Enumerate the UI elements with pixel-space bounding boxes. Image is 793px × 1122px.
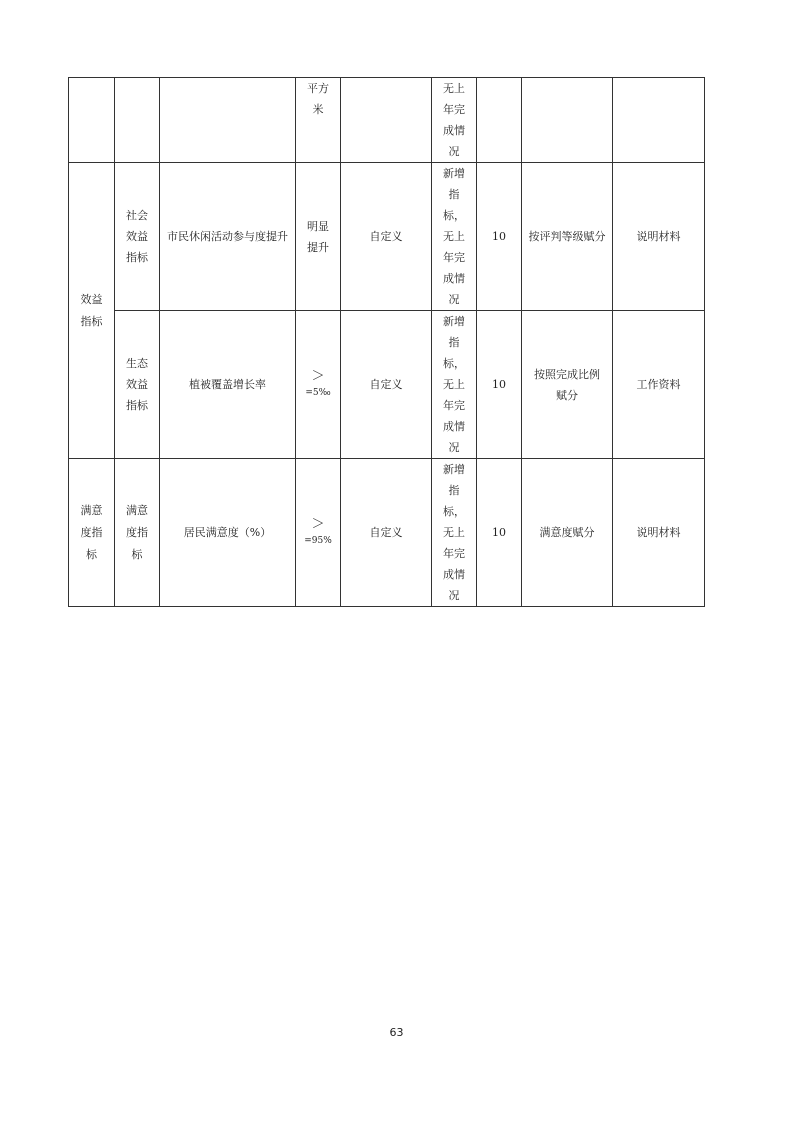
- table-cell: [341, 78, 432, 163]
- source-text: 说明材料: [636, 526, 681, 539]
- method-text: 按评判等级赋分: [528, 230, 606, 243]
- unit-cell-text: 平方米: [307, 82, 329, 116]
- indicator-cell: [160, 311, 296, 459]
- subcategory-text: 生态效益指标: [126, 357, 148, 412]
- performance-indicator-table: [68, 77, 705, 607]
- target-value: =5‰: [305, 387, 331, 398]
- page-number: 63: [389, 1026, 404, 1039]
- history-cell: [432, 459, 477, 607]
- table-row: [69, 459, 705, 607]
- target-compare: [296, 517, 340, 549]
- table-cell: [522, 78, 613, 163]
- target-value: =95%: [304, 535, 332, 546]
- target-text: 明显提升: [307, 219, 329, 254]
- target-cell: [296, 163, 341, 311]
- history-text: 新增指标，无上年完成情况: [443, 463, 465, 602]
- score-cell: [477, 311, 522, 459]
- target-symbol: ＞: [311, 516, 325, 532]
- indicator-cell: [160, 459, 296, 607]
- method-cell: [522, 311, 613, 459]
- indicator-text: 居民满意度（%）: [183, 526, 272, 539]
- subcategory-cell: [115, 163, 160, 311]
- target-cell: [296, 311, 341, 459]
- method-text: 按照完成比例赋分: [534, 367, 600, 402]
- score-text: 10: [492, 230, 506, 243]
- method-text: 满意度赋分: [539, 526, 595, 539]
- standard-text: 自定义: [369, 230, 403, 243]
- table-cell: [432, 78, 477, 163]
- table-cell: [477, 78, 522, 163]
- standard-cell: [341, 311, 432, 459]
- category-cell: [69, 459, 115, 607]
- table-cell: [613, 78, 705, 163]
- source-text: 工作资料: [636, 378, 681, 391]
- subcategory-cell: [115, 459, 160, 607]
- standard-text: 自定义: [369, 526, 403, 539]
- category-benefit-label: 效益指标: [80, 292, 103, 328]
- table-cell: [69, 78, 115, 163]
- score-text: 10: [492, 526, 506, 539]
- score-cell: [477, 163, 522, 311]
- indicator-cell: [160, 163, 296, 311]
- indicator-text: 植被覆盖增长率: [189, 378, 266, 391]
- table-cell: [115, 78, 160, 163]
- target-compare: [296, 369, 340, 401]
- table-row: [69, 163, 705, 311]
- table-cell: [296, 78, 341, 163]
- history-cell: [432, 163, 477, 311]
- table-row: [69, 311, 705, 459]
- subcategory-text: 社会效益指标: [126, 209, 148, 264]
- score-cell: [477, 459, 522, 607]
- category-cell: [69, 163, 115, 459]
- history-cell-text: 无上年完成情况: [443, 82, 465, 158]
- source-text: 说明材料: [636, 230, 681, 243]
- score-text: 10: [492, 378, 506, 391]
- source-cell: [613, 163, 705, 311]
- history-text: 新增指标，无上年完成情况: [443, 315, 465, 454]
- subcategory-cell: [115, 311, 160, 459]
- subcategory-text: 满意度指标: [126, 503, 148, 561]
- history-text: 新增指标，无上年完成情况: [443, 167, 465, 306]
- source-cell: [613, 311, 705, 459]
- category-satisfaction-label: 满意度指标: [80, 503, 103, 561]
- standard-cell: [341, 163, 432, 311]
- standard-text: 自定义: [369, 378, 403, 391]
- target-cell: [296, 459, 341, 607]
- indicator-text: 市民休闲活动参与度提升: [167, 230, 288, 243]
- target-symbol: ＞: [311, 368, 325, 384]
- table-cell: [160, 78, 296, 163]
- standard-cell: [341, 459, 432, 607]
- source-cell: [613, 459, 705, 607]
- method-cell: [522, 459, 613, 607]
- history-cell: [432, 311, 477, 459]
- table-row: [69, 78, 705, 163]
- method-cell: [522, 163, 613, 311]
